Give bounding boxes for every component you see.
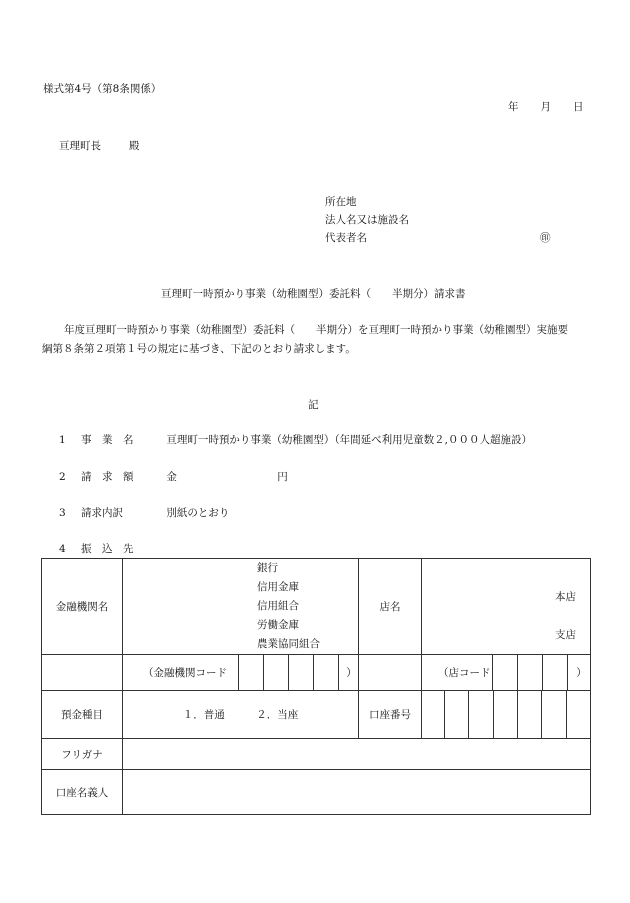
deposit-type-label: 預金種目 (42, 691, 123, 739)
bank-account-table (41, 558, 591, 815)
institution-type-list[interactable] (123, 559, 359, 655)
code-digit-box[interactable] (517, 655, 542, 690)
body-line-1: 年度亘理町一時預かり事業（幼稚園型）委託料（ 半期分）を亘理町一時預かり事業（幼稚園型）実施要 (64, 324, 568, 336)
code-digit-box[interactable] (263, 655, 288, 690)
account-digit-box[interactable] (517, 691, 541, 738)
item-4: 4 振 込 先 (59, 543, 134, 555)
furigana-label: フリガナ (42, 739, 123, 770)
account-number-label: 口座番号 (359, 691, 422, 739)
date-month: 月 (540, 101, 551, 113)
date-day: 日 (573, 101, 584, 113)
institution-type-shinkin: 信用金庫 (257, 581, 299, 593)
address-label: 所在地 (325, 196, 357, 208)
institution-code-field[interactable] (123, 655, 359, 691)
ki-heading: 記 (308, 399, 319, 411)
furigana-field[interactable] (123, 739, 591, 770)
account-digit-box[interactable] (541, 691, 565, 738)
branch-label: 店名 (359, 559, 422, 655)
name-label: 法人名又は施設名 (325, 214, 409, 226)
date-line (508, 99, 584, 114)
institution-label: 金融機関名 (42, 559, 123, 655)
branch-code-label: （店コード (438, 667, 491, 679)
code-digit-box[interactable] (238, 655, 263, 690)
code-digit-box[interactable] (492, 655, 517, 690)
branch-main: 本店 (555, 591, 576, 603)
body-line-2: 綱第８条第２項第１号の規定に基づき、下記のとおり請求します。 (42, 343, 356, 355)
deposit-type-options[interactable]: １．普通 ２．当座 (123, 691, 359, 739)
institution-type-ja: 農業協同組合 (257, 638, 320, 650)
account-digit-box[interactable] (566, 691, 590, 738)
item-2: 2 請 求 額 金 円 (59, 471, 288, 483)
code-digit-box[interactable] (288, 655, 313, 690)
account-holder-field[interactable] (123, 770, 591, 815)
code-row-blank (42, 655, 123, 691)
institution-type-rokin: 労働金庫 (257, 619, 299, 631)
account-digit-box[interactable] (468, 691, 492, 738)
account-digit-box[interactable] (493, 691, 517, 738)
branch-name-field[interactable] (422, 559, 591, 655)
close-paren: ） (567, 655, 595, 690)
representative-label: 代表者名 (325, 232, 367, 244)
institution-type-shinkumi: 信用組合 (257, 600, 299, 612)
branch-code-field[interactable] (422, 655, 591, 691)
document-title: 亘理町一時預かり事業（幼稚園型）委託料（ 半期分）請求書 (161, 288, 466, 300)
close-paren: ） (338, 655, 364, 690)
seal-icon: ㊞ (540, 232, 551, 244)
item-1: 1 事 業 名 亘理町一時預かり事業（幼稚園型）（年間延べ利用児童数２,０００人超施設） (59, 434, 532, 446)
account-holder-label: 口座名義人 (42, 770, 123, 815)
date-year: 年 (508, 101, 519, 113)
institution-code-label: （金融機関コード (143, 667, 227, 679)
account-digit-box[interactable] (445, 691, 468, 738)
honorific: 殿 (129, 140, 140, 152)
institution-type-bank: 銀行 (257, 562, 278, 574)
form-number: 様式第4号（第8条関係） (43, 83, 162, 95)
code-row-blank-2 (359, 655, 422, 691)
code-digit-box[interactable] (542, 655, 567, 690)
account-number-field[interactable] (422, 691, 591, 739)
item-3: 3 請求内訳 別紙のとおり (59, 507, 230, 519)
code-digit-box[interactable] (313, 655, 338, 690)
branch-sub: 支店 (555, 629, 576, 641)
addressee: 亘理町長 殿 (59, 140, 140, 152)
